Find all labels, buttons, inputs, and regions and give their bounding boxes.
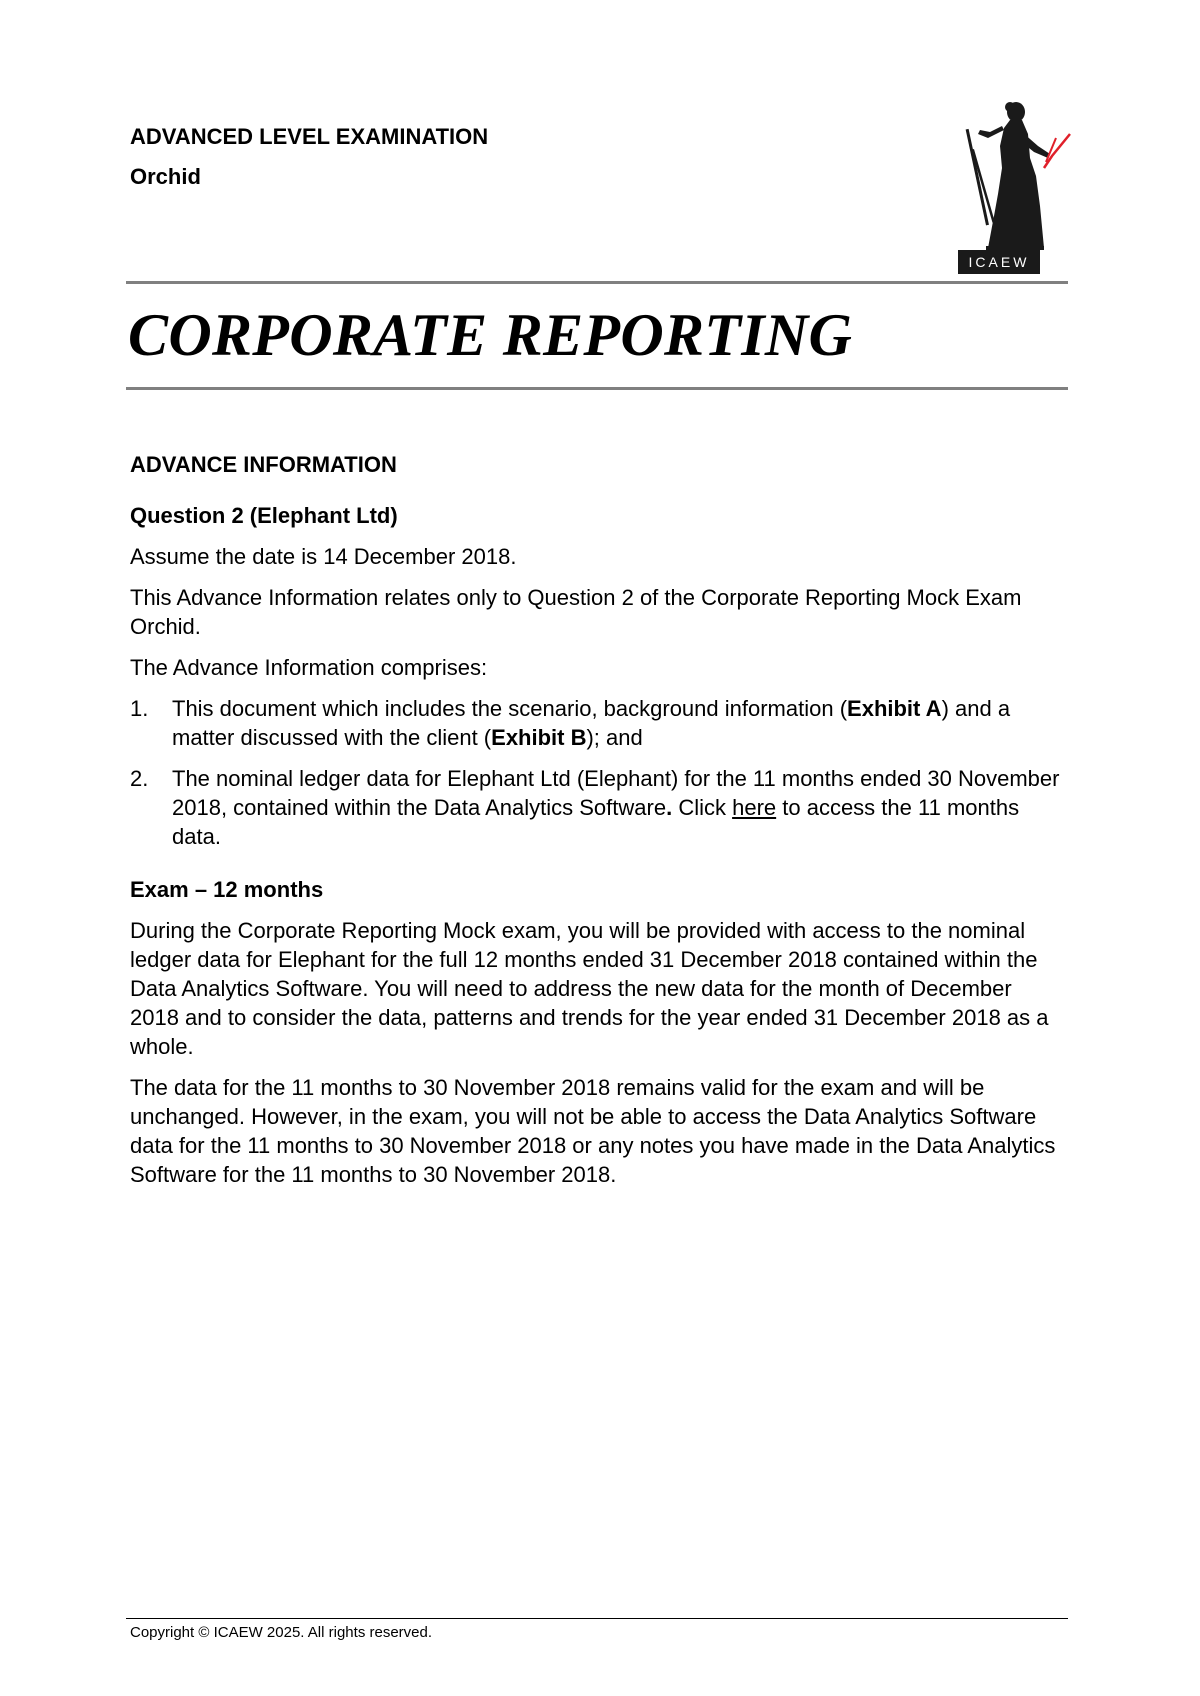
list-text: The nominal ledger data for Elephant Ltd (Elephant) for the 11 months ended 30 November 2018, contained within the Data Analytics Software	[172, 766, 1060, 820]
data-access-link[interactable]: here	[732, 795, 777, 820]
list-number: 1.	[130, 696, 149, 721]
exam-paragraph: The data for the 11 months to 30 November 2018 remains valid for the exam and will be unchanged. However, in the exam, you will not be able to access the Data Analytics Software data for the 11 months to 30 November 2018 or any notes you have made in the Data Analytics Software for the 11 months to 30 November 2018.	[130, 1075, 1056, 1187]
logo-text: ICAEW	[968, 254, 1030, 270]
comprises-paragraph: The Advance Information comprises:	[130, 655, 488, 680]
section-heading: ADVANCE INFORMATION	[130, 452, 397, 477]
list-text: Click	[672, 795, 733, 820]
list-item	[130, 694, 1060, 752]
exam-paragraph: During the Corporate Reporting Mock exam, you will be provided with access to the nominal ledger data for Elephant for the full 12 months ended 31 December 2018 contained within the Data Analytics Software. You will need to address the new data for the month of December 2018 and to consider the data, patterns and trends for the year ended 31 December 2018 as a whole.	[130, 918, 1049, 1059]
list-item	[130, 764, 1060, 851]
question-heading: Question 2 (Elephant Ltd)	[130, 503, 398, 528]
list-number: 2.	[130, 766, 149, 791]
list-text: to access the 11 months data.	[172, 795, 1020, 849]
top-divider	[126, 281, 1068, 284]
relates-paragraph: This Advance Information relates only to Question 2 of the Corporate Reporting Mock Exam Orchid.	[130, 585, 1022, 639]
exam-level: ADVANCED LEVEL EXAMINATION	[130, 124, 489, 149]
paper-name: Orchid	[130, 164, 201, 189]
list-text: This document which includes the scenario, background information (	[172, 696, 848, 721]
footer-divider	[126, 1618, 1068, 1619]
document-body	[130, 450, 1060, 1201]
exam-heading: Exam – 12 months	[130, 877, 324, 902]
exhibit-a-label: Exhibit A	[847, 696, 942, 721]
list-text: .	[666, 795, 673, 820]
copyright-footer: Copyright © ICAEW 2025. All rights reserved.	[130, 1624, 433, 1641]
list-text: ); and	[586, 725, 643, 750]
date-paragraph: Assume the date is 14 December 2018.	[130, 544, 517, 569]
red-tick-icon	[1044, 134, 1070, 168]
page-title: CORPORATE REPORTING	[128, 302, 853, 368]
list-text: ) and a matter discussed with the client (	[172, 696, 1011, 750]
statue-figure-icon	[966, 102, 1050, 250]
exhibit-b-label: Exhibit B	[491, 725, 587, 750]
title-divider	[126, 387, 1068, 390]
icaew-logo	[958, 98, 1078, 274]
comprises-list	[130, 694, 1060, 851]
